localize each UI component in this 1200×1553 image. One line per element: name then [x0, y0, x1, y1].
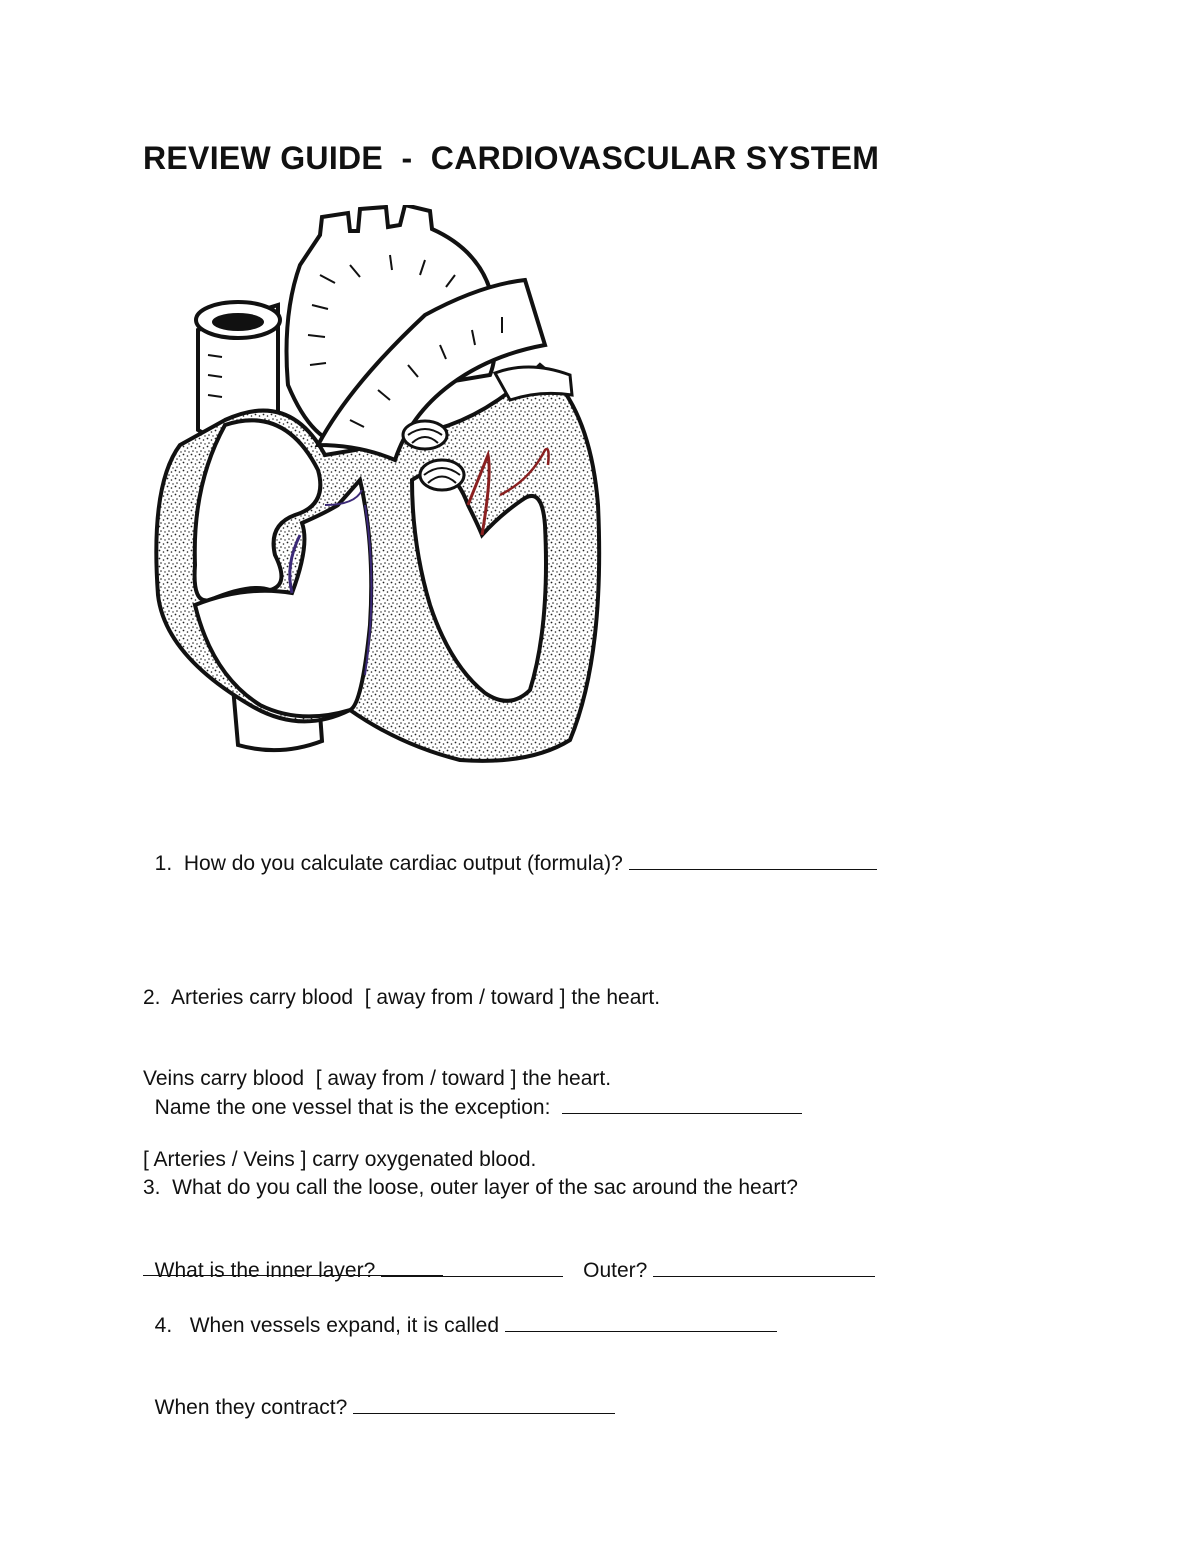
heart-diagram-icon [150, 205, 610, 770]
layers-question [143, 1229, 875, 1284]
exception-question [143, 1066, 802, 1121]
exception-question-text: Name the one vessel that is the exception: [154, 1096, 563, 1119]
question-3-text: 3. What do you call the loose, outer layer of the sac around the heart? [143, 1176, 798, 1199]
contract-question-text: When they contract? [154, 1396, 354, 1419]
answer-blank-inner-layer[interactable] [381, 1256, 563, 1277]
answer-blank-outer-layer[interactable] [653, 1256, 875, 1277]
question-4 [143, 1284, 777, 1339]
inner-layer-label: What is the inner layer? [154, 1259, 382, 1282]
question-2-line-1: 2. Arteries carry blood [ away from / toward ] the heart. [143, 986, 661, 1009]
question-2-line-3: [ Arteries / Veins ] carry oxygenated blood. [143, 1148, 537, 1171]
question-1 [143, 822, 877, 877]
page-title: REVIEW GUIDE - CARDIOVASCULAR SYSTEM [143, 140, 880, 176]
answer-blank-vessel-contract[interactable] [353, 1393, 615, 1414]
question-2-line-2: Veins carry blood [ away from / toward ] the heart. [143, 1067, 612, 1090]
answer-blank-exception-vessel[interactable] [562, 1093, 802, 1114]
contract-question [143, 1366, 615, 1421]
question-1-text: 1. How do you calculate cardiac output (formula)? [154, 852, 629, 875]
answer-blank-cardiac-output[interactable] [629, 849, 877, 870]
outer-layer-label: Outer? [583, 1259, 654, 1282]
answer-blank-vessel-expand[interactable] [505, 1311, 777, 1332]
question-4-text: 4. When vessels expand, it is called [154, 1314, 505, 1337]
